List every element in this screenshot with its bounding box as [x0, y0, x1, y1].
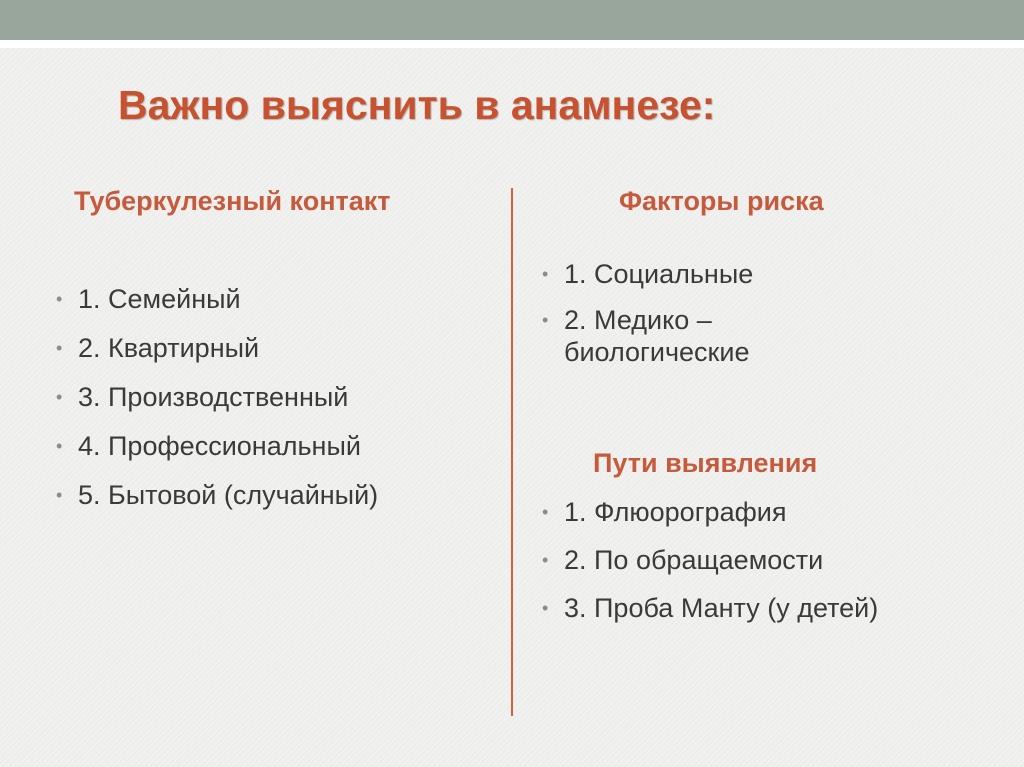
bullet-icon: • — [56, 387, 63, 407]
list-item — [538, 304, 878, 368]
column-divider — [511, 188, 513, 716]
slide-title: Важно выяснить в анамнезе: — [118, 82, 716, 128]
list-item — [52, 283, 378, 315]
bullet-icon: • — [542, 598, 549, 618]
list-item-text: 3. Производственный — [78, 382, 349, 412]
list-item-text: 1. Флюорография — [564, 497, 787, 527]
list-item — [52, 479, 378, 511]
list-item-text: 4. Профессиональный — [78, 431, 361, 461]
list-item-text: 1. Социальные — [564, 259, 754, 289]
top-bar-line — [0, 40, 1024, 48]
heading-detection-ways: Пути выявления — [593, 448, 818, 478]
tb-contact-list — [52, 283, 378, 528]
list-item — [52, 430, 378, 462]
heading-tb-contact: Туберкулезный контакт — [74, 186, 391, 216]
bullet-icon: • — [56, 436, 63, 456]
heading-risk-factors: Факторы риска — [619, 186, 824, 216]
bullet-icon: • — [542, 502, 549, 522]
list-item-text: 2. Квартирный — [78, 333, 260, 363]
bullet-icon: • — [542, 264, 549, 284]
risk-factors-list — [538, 258, 878, 382]
top-bar — [0, 0, 1024, 40]
list-item-text: 5. Бытовой (случайный) — [78, 480, 379, 510]
list-item — [538, 544, 878, 576]
bullet-icon: • — [56, 485, 63, 505]
list-item-text: 1. Семейный — [78, 284, 241, 314]
list-item — [538, 496, 878, 528]
list-item — [52, 332, 378, 364]
list-item-text: 2. По обращаемости — [564, 545, 824, 575]
list-item — [52, 381, 378, 413]
bullet-icon: • — [542, 550, 549, 570]
bullet-icon: • — [56, 289, 63, 309]
bullet-icon: • — [542, 310, 549, 330]
list-item-text: 2. Медико – биологические — [564, 305, 750, 367]
bullet-icon: • — [56, 338, 63, 358]
list-item-text: 3. Проба Манту (у детей) — [564, 593, 879, 623]
list-item — [538, 258, 878, 290]
list-item — [538, 592, 878, 624]
detection-ways-list — [538, 496, 878, 640]
